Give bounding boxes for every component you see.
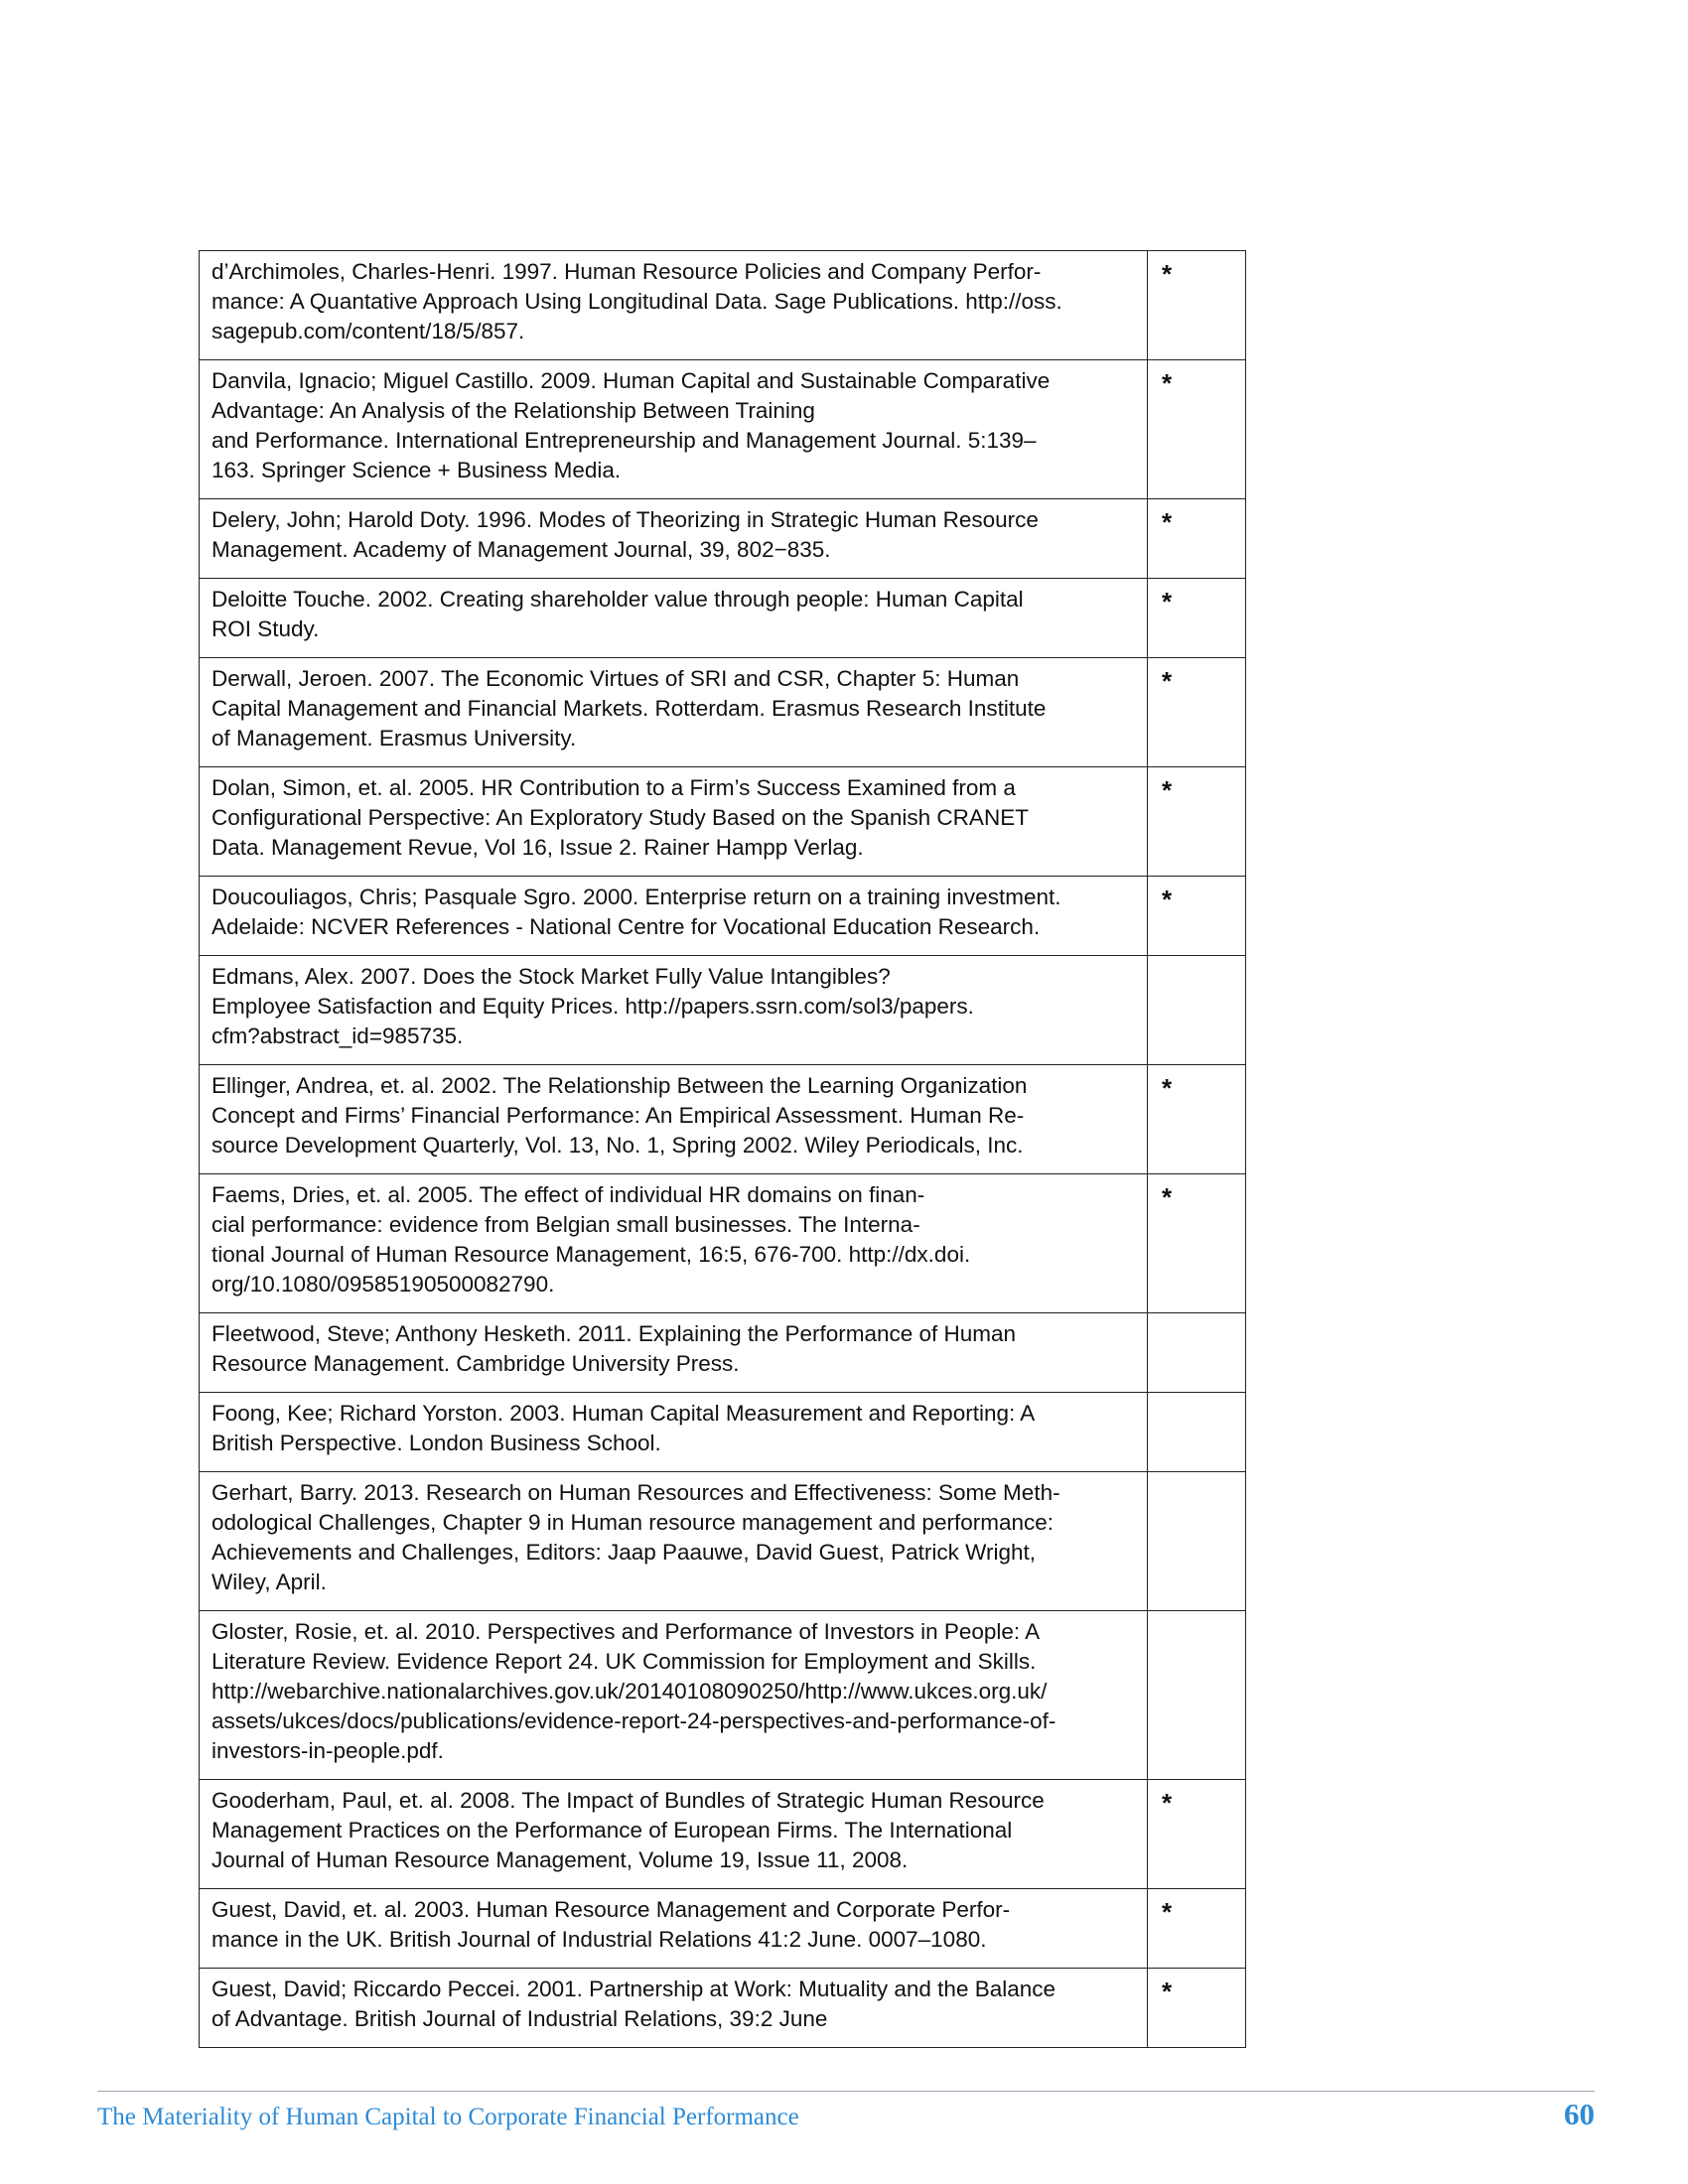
reference-mark: * [1147,1174,1245,1313]
citation-line: Capital Management and Financial Markets. Rotterdam. Erasmus Research Institute [211,696,1047,721]
citation-line: British Perspective. London Business School. [211,1431,661,1455]
citation-line: org/10.1080/09585190500082790. [211,1272,555,1297]
citation-line: odological Challenges, Chapter 9 in Human resource management and performance: [211,1510,1054,1535]
reference-row [200,1313,1246,1393]
reference-citation [200,579,1148,658]
reference-citation [200,1313,1148,1393]
citation-line: Gerhart, Barry. 2013. Research on Human Resources and Effectiveness: Some Meth- [211,1480,1060,1505]
reference-mark: * [1147,767,1245,877]
citation-line: of Advantage. British Journal of Industrial Relations, 39:2 June [211,2006,828,2031]
citation-line: http://webarchive.nationalarchives.gov.uk/20140108090250/http://www.ukces.org.uk/ [211,1679,1048,1704]
citation-line: Resource Management. Cambridge University Press. [211,1351,740,1376]
citation-line: Concept and Firms’ Financial Performance: An Empirical Assessment. Human Re- [211,1103,1025,1128]
reference-citation [200,1393,1148,1472]
reference-citation [200,499,1148,579]
citation-line: cfm?abstract_id=985735. [211,1024,464,1048]
reference-mark: * [1147,251,1245,360]
citation-line: Guest, David; Riccardo Peccei. 2001. Partnership at Work: Mutuality and the Balance [211,1977,1056,2001]
citation-line: source Development Quarterly, Vol. 13, No. 1, Spring 2002. Wiley Periodicals, Inc. [211,1133,1024,1158]
reference-row [200,767,1246,877]
reference-row [200,1780,1246,1889]
citation-line: d’Archimoles, Charles-Henri. 1997. Human Resource Policies and Company Perfor- [211,259,1042,284]
citation-line: mance in the UK. British Journal of Industrial Relations 41:2 June. 0007–1080. [211,1927,987,1952]
citation-line: tional Journal of Human Resource Management, 16:5, 676-700. http://dx.doi. [211,1242,971,1267]
reference-table [199,250,1246,2048]
reference-row [200,1889,1246,1969]
reference-citation [200,1065,1148,1174]
reference-mark [1147,1313,1245,1393]
reference-table-body [200,251,1246,2048]
citation-line: Fleetwood, Steve; Anthony Hesketh. 2011. Explaining the Performance of Human [211,1321,1017,1346]
reference-citation [200,877,1148,956]
reference-row [200,956,1246,1065]
reference-row [200,499,1246,579]
footer-divider [97,2091,1595,2092]
citation-line: Doucouliagos, Chris; Pasquale Sgro. 2000. Enterprise return on a training investment. [211,885,1061,909]
reference-mark [1147,956,1245,1065]
reference-row [200,1969,1246,2048]
reference-mark: * [1147,877,1245,956]
reference-row [200,1174,1246,1313]
citation-line: Configurational Perspective: An Exploratory Study Based on the Spanish CRANET [211,805,1029,830]
citation-line: Dolan, Simon, et. al. 2005. HR Contribution to a Firm’s Success Examined from a [211,775,1016,800]
reference-citation [200,1611,1148,1780]
reference-mark: * [1147,1065,1245,1174]
footer-title: The Materiality of Human Capital to Corporate Financial Performance [97,2104,799,2130]
reference-row [200,251,1246,360]
citation-line: 163. Springer Science + Business Media. [211,458,622,482]
citation-line: assets/ukces/docs/publications/evidence-report-24-perspectives-and-performance-of- [211,1708,1056,1733]
citation-line: Employee Satisfaction and Equity Prices. http://papers.ssrn.com/sol3/papers. [211,994,974,1019]
reference-mark [1147,1393,1245,1472]
citation-line: Advantage: An Analysis of the Relationship Between Training [211,398,815,423]
citation-line: Danvila, Ignacio; Miguel Castillo. 2009. Human Capital and Sustainable Comparative [211,368,1051,393]
citation-line: ROI Study. [211,616,320,641]
citation-line: Gloster, Rosie, et. al. 2010. Perspectives and Performance of Investors in People: A [211,1619,1041,1644]
citation-line: Guest, David, et. al. 2003. Human Resource Management and Corporate Perfor- [211,1897,1011,1922]
citation-line: Wiley, April. [211,1570,327,1594]
reference-citation [200,1889,1148,1969]
citation-line: Management. Academy of Management Journal, 39, 802−835. [211,537,831,562]
reference-row [200,1611,1246,1780]
citation-line: of Management. Erasmus University. [211,726,577,751]
reference-mark: * [1147,499,1245,579]
citation-line: Data. Management Revue, Vol 16, Issue 2. Rainer Hampp Verlag. [211,835,864,860]
citation-line: Adelaide: NCVER References - National Centre for Vocational Education Research. [211,914,1041,939]
reference-mark: * [1147,360,1245,499]
reference-citation [200,1780,1148,1889]
reference-mark [1147,1472,1245,1611]
citation-line: Delery, John; Harold Doty. 1996. Modes of Theorizing in Strategic Human Resource [211,507,1039,532]
reference-citation [200,956,1148,1065]
citation-line: Management Practices on the Performance of European Firms. The International [211,1818,1013,1843]
reference-citation [200,1472,1148,1611]
citation-line: Achievements and Challenges, Editors: Jaap Paauwe, David Guest, Patrick Wright, [211,1540,1036,1565]
citation-line: Edmans, Alex. 2007. Does the Stock Market Fully Value Intangibles? [211,964,891,989]
page-number: 60 [1564,2097,1595,2131]
reference-row [200,1472,1246,1611]
citation-line: Journal of Human Resource Management, Volume 19, Issue 11, 2008. [211,1847,909,1872]
citation-line: cial performance: evidence from Belgian small businesses. The Interna- [211,1212,920,1237]
citation-line: and Performance. International Entrepreneurship and Management Journal. 5:139– [211,428,1037,453]
citation-line: Derwall, Jeroen. 2007. The Economic Virtues of SRI and CSR, Chapter 5: Human [211,666,1020,691]
reference-citation [200,360,1148,499]
reference-row [200,1065,1246,1174]
reference-citation [200,251,1148,360]
citation-line: Deloitte Touche. 2002. Creating shareholder value through people: Human Capital [211,587,1024,612]
citation-line: Gooderham, Paul, et. al. 2008. The Impact of Bundles of Strategic Human Resource [211,1788,1045,1813]
citation-line: Literature Review. Evidence Report 24. UK Commission for Employment and Skills. [211,1649,1037,1674]
reference-mark: * [1147,1889,1245,1969]
reference-row [200,360,1246,499]
citation-line: investors-in-people.pdf. [211,1738,444,1763]
citation-line: Foong, Kee; Richard Yorston. 2003. Human Capital Measurement and Reporting: A [211,1401,1036,1426]
reference-citation [200,1969,1148,2048]
citation-line: sagepub.com/content/18/5/857. [211,319,525,343]
reference-row [200,579,1246,658]
reference-mark: * [1147,579,1245,658]
reference-mark [1147,1611,1245,1780]
reference-row [200,658,1246,767]
reference-mark: * [1147,1969,1245,2048]
reference-citation [200,658,1148,767]
reference-row [200,1393,1246,1472]
citation-line: mance: A Quantative Approach Using Longitudinal Data. Sage Publications. http://oss. [211,289,1062,314]
reference-row [200,877,1246,956]
reference-mark: * [1147,658,1245,767]
reference-mark: * [1147,1780,1245,1889]
citation-line: Faems, Dries, et. al. 2005. The effect of individual HR domains on finan- [211,1182,925,1207]
citation-line: Ellinger, Andrea, et. al. 2002. The Relationship Between the Learning Organization [211,1073,1028,1098]
reference-citation [200,1174,1148,1313]
reference-citation [200,767,1148,877]
